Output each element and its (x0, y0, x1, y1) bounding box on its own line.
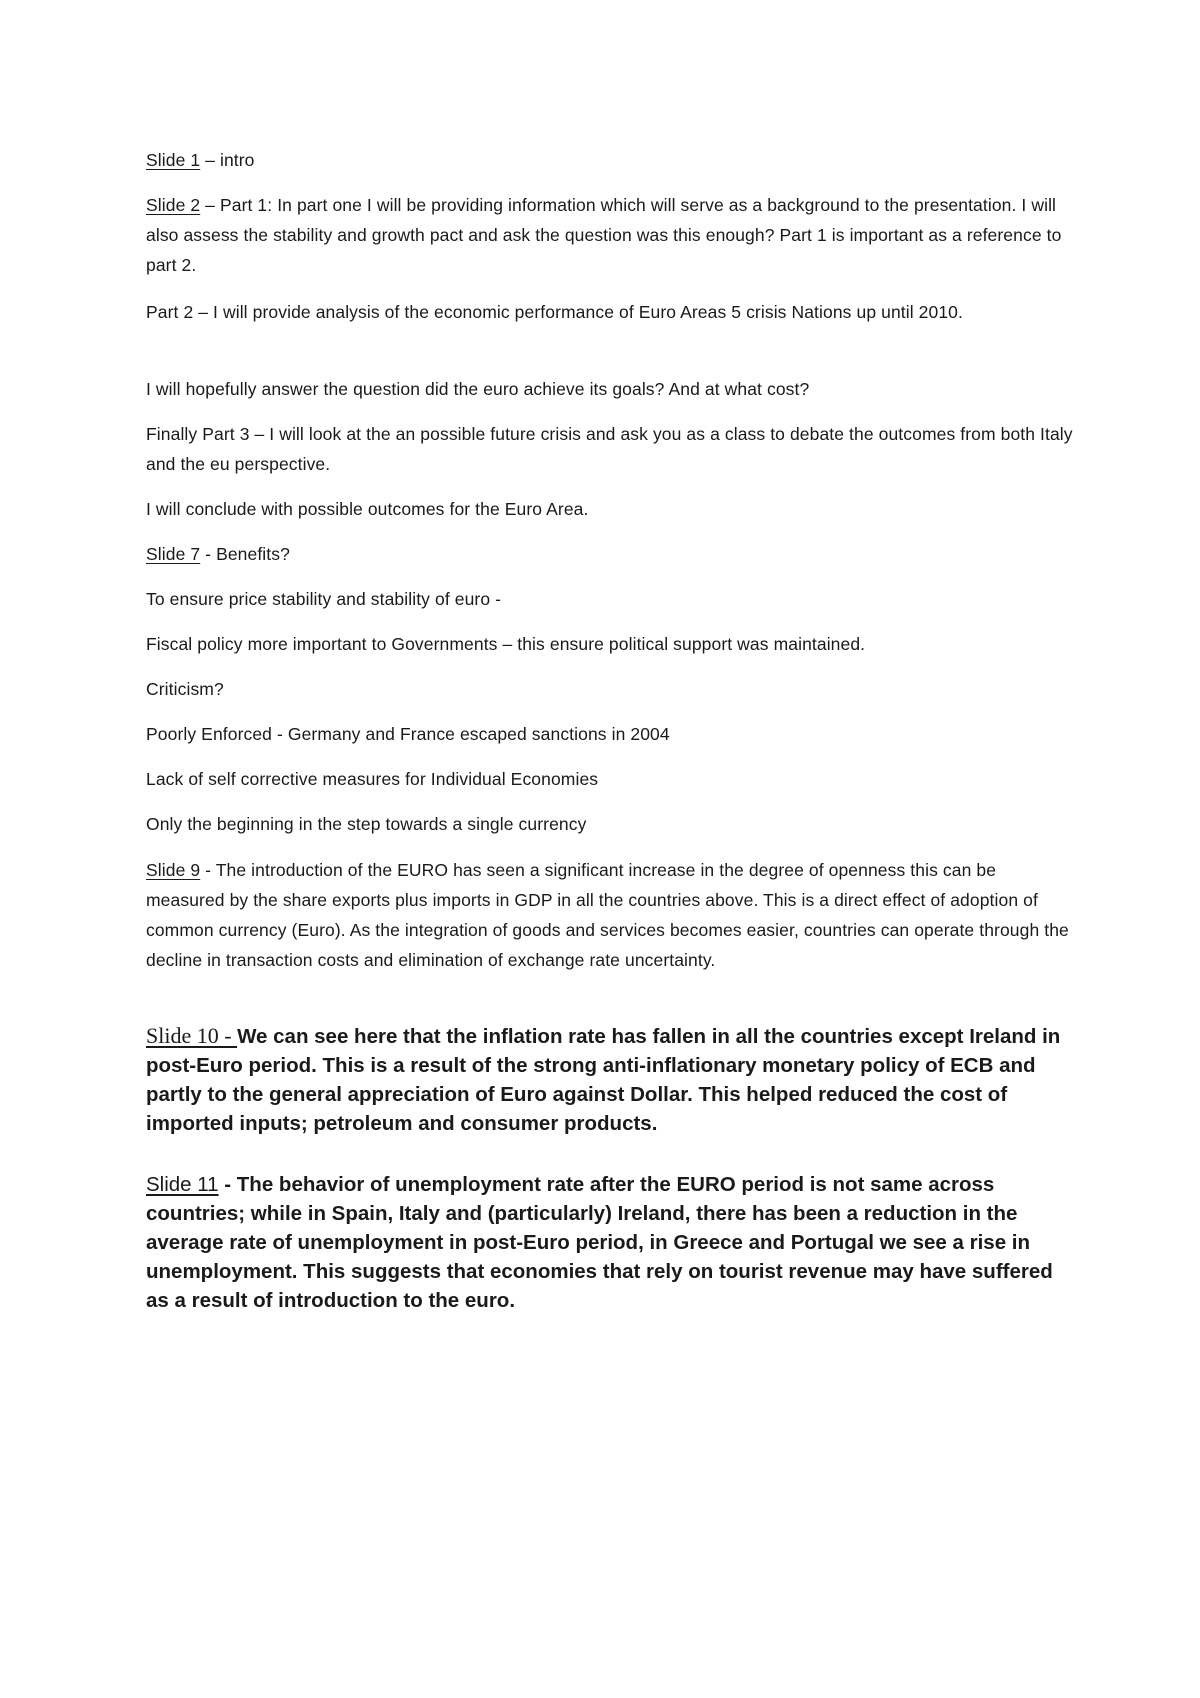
paragraph-slide-11 (146, 1170, 1076, 1315)
slide-7-label: Slide 7 (146, 544, 201, 564)
paragraph-part-2: Part 2 – I will provide analysis of the economic performance of Euro Areas 5 crisis Nations up until 2010. (146, 302, 963, 322)
slide-11-label: Slide 11 (146, 1173, 219, 1196)
paragraph-question: I will hopefully answer the question did the euro achieve its goals? And at what cost? (146, 379, 810, 399)
slide-2-label: Slide 2 (146, 195, 201, 215)
slide-9-label: Slide 9 (146, 860, 201, 880)
paragraph-part-3: Finally Part 3 – I will look at the an possible future crisis and ask you as a class to debate the outcomes from both Italy and the eu perspective. (146, 424, 1073, 474)
paragraph-slide-2 (146, 190, 1076, 280)
slide-10-label: Slide 10 - (146, 1023, 238, 1048)
slide-11-text: - The behavior of unemployment rate after the EURO period is not same across countries; while in Spain, Italy and (particularly) Ireland, there has been a reduction in the average rate of unemployment in post-Euro period, in Greece and Portugal we see a rise in unemployment. This suggests that economies that rely on tourist revenue may have suffered as a result of introduction to the euro. (146, 1173, 1053, 1312)
slide-10-text: We can see here that the inflation rate has fallen in all the countries except Ireland in post-Euro period. This is a result of the strong anti-inflationary monetary policy of ECB and partly to the general appreciation of Euro against Dollar. This helped reduced the cost of imported inputs; petroleum and consumer products. (146, 1025, 1061, 1135)
paragraph-slide-9 (146, 855, 1076, 975)
paragraph-lack-of-measures: Lack of self corrective measures for Individual Economies (146, 769, 599, 789)
paragraph-poorly-enforced: Poorly Enforced - Germany and France escaped sanctions in 2004 (146, 724, 670, 744)
slide-9-text: - The introduction of the EURO has seen a significant increase in the degree of openness this can be measured by the share exports plus imports in GDP in all the countries above. This is a direct effect of adoption of common currency (Euro). As the integration of goods and services becomes easier, countries can operate through the decline in transaction costs and elimination of exchange rate uncertainty. (146, 860, 1069, 970)
paragraph-conclusion: I will conclude with possible outcomes for the Euro Area. (146, 499, 589, 519)
paragraph-slide-7 (146, 539, 1076, 569)
paragraph-slide-10 (146, 1021, 1076, 1138)
paragraph-price-stability: To ensure price stability and stability of euro - (146, 589, 502, 609)
paragraph-slide-1 (146, 145, 1076, 175)
paragraph-beginning: Only the beginning in the step towards a single currency (146, 814, 587, 834)
slide-1-label: Slide 1 (146, 150, 201, 170)
slide-2-text: – Part 1: In part one I will be providing information which will serve as a background to the presentation. I will also assess the stability and growth pact and ask the question was this enough? Part 1 is important as a reference to part 2. (146, 195, 1062, 275)
paragraph-fiscal-policy: Fiscal policy more important to Governments – this ensure political support was maintained. (146, 634, 866, 654)
slide-1-text: – intro (200, 150, 255, 170)
slide-7-text: - Benefits? (200, 544, 290, 564)
paragraph-criticism: Criticism? (146, 679, 224, 699)
